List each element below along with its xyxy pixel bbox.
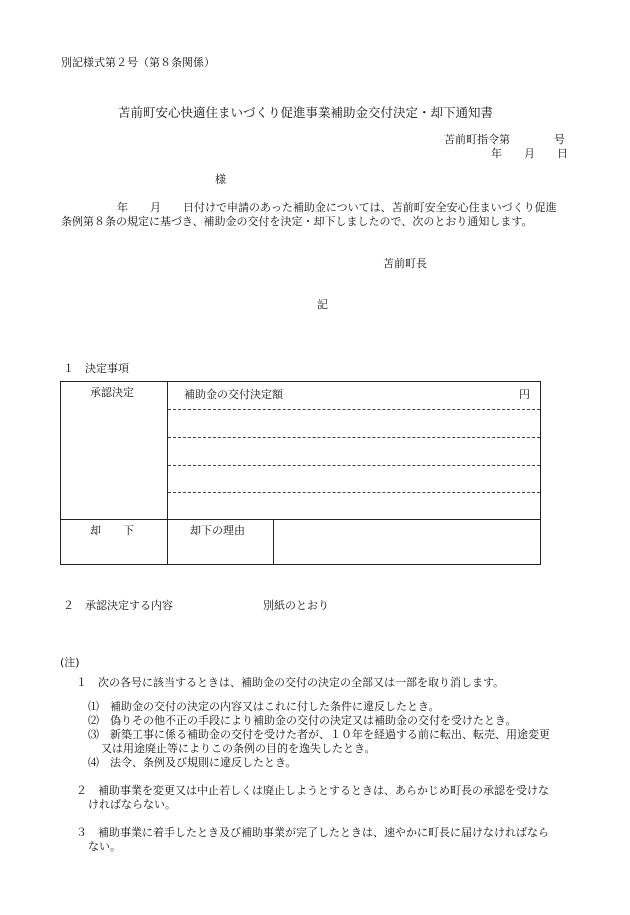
yen-unit: 円 <box>519 388 530 401</box>
section-2-value: 別紙のとおり <box>263 599 329 612</box>
approval-label: 承認決定 <box>90 386 134 399</box>
note-1-sub-3: ⑶ 新築工事に係る補助金の交付を受けた者が、１０年を経過する前に転出、転売、用途変更 <box>88 728 550 741</box>
section-1-heading: １ 決定事項 <box>63 362 129 375</box>
document-number: 苫前町指令第 号 <box>444 133 565 146</box>
note-1-sub-2: ⑵ 偽りその他不正の手段により補助金の交付の決定又は補助金の交付を受けたとき。 <box>88 714 517 727</box>
dashed-line <box>168 409 540 410</box>
note-3-cont: ない。 <box>88 840 121 853</box>
document-title: 苫前町安心快適住まいづくり促進事業補助金交付決定・却下通知書 <box>118 105 494 120</box>
table-divider-reason <box>273 519 274 564</box>
dashed-line <box>168 492 540 493</box>
ki-heading: 記 <box>317 298 328 311</box>
dashed-line <box>168 465 540 466</box>
dashed-line <box>168 437 540 438</box>
document-date: 年 月 日 <box>491 147 568 160</box>
issuer: 苫前町長 <box>383 257 427 270</box>
note-2-cont: ければならない。 <box>88 798 176 811</box>
reject-reason-label: 却下の理由 <box>190 524 245 537</box>
reject-label: 却 下 <box>90 524 134 537</box>
form-label: 別記様式第２号（第８条関係） <box>61 56 215 69</box>
amount-label: 補助金の交付決定額 <box>184 388 283 401</box>
note-1-sub-4: ⑷ 法令、条例及び規則に違反したとき。 <box>88 756 297 769</box>
notes-label: (注) <box>60 656 80 669</box>
table-divider-row <box>61 519 540 520</box>
note-2: ２ 補助事業を変更又は中止若しくは廃止しようとするときは、あらかじめ町長の承認を受けな <box>76 784 549 797</box>
note-1-sub-1: ⑴ 補助金の交付の決定の内容又はこれに付した条件に違反したとき。 <box>88 700 440 713</box>
note-3: ３ 補助事業に着手したとき及び補助事業が完了したときは、速やかに町長に届けなければなら <box>76 826 549 839</box>
addressee: 様 <box>215 173 226 186</box>
section-2-heading: ２ 承認決定する内容 <box>63 599 173 612</box>
note-1-sub-3-cont: 又は用途廃止等によりこの条例の目的を逸失したとき。 <box>101 742 376 755</box>
body-line-1: 年 月 日付けで申請のあった補助金については、苫前町安全安心住まいづくり促進 <box>117 201 557 214</box>
note-1: １ 次の各号に該当するときは、補助金の交付の決定の全部又は一部を取り消します。 <box>76 676 505 689</box>
body-line-2: 条例第８条の規定に基づき、補助金の交付を決定・却下しましたので、次のとおり通知します。 <box>61 215 533 228</box>
